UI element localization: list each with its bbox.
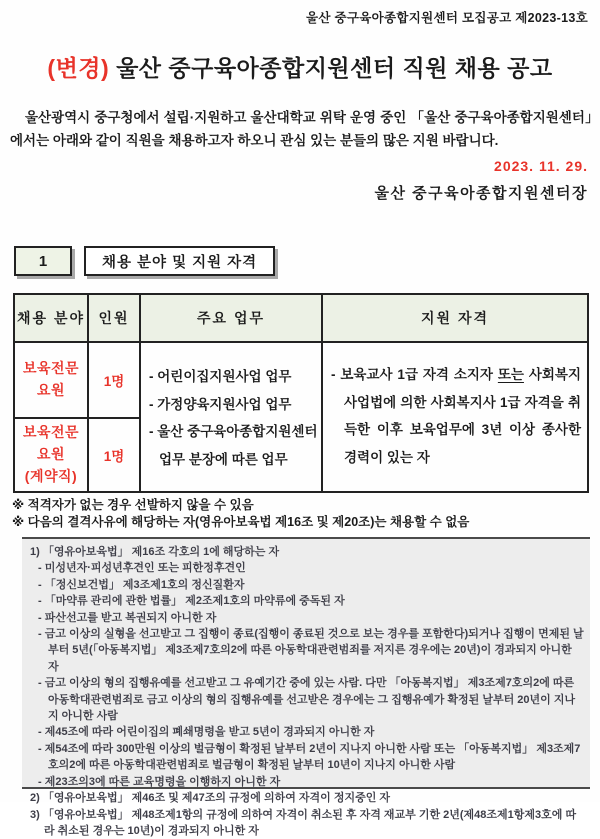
field-cell-2-line2: (계약직) [16,466,86,488]
law-item: 2) 「영유아보육법」 제46조 및 제47조의 규정에 의하여 자격이 정지중인 자 [30,790,584,806]
footnote-line: ※ 적격자가 없는 경우 선발하지 않을 수 있음 [12,497,592,514]
header-count: 인원 [88,294,140,342]
section-number-box: 1 [14,246,72,276]
qualification-text [331,361,581,471]
law-item: - 미성년자·피성년후견인 또는 피한정후견인 [30,560,584,576]
duty-line: - 울산 중구육아종합지원센터 [149,418,317,446]
table-row [14,342,588,418]
section-title-box: 채용 분야 및 지원 자격 [84,246,275,276]
law-item: 3) 「영유아보육법」 제48조제1항의 규정에 의하여 자격이 취소된 후 자격 재교부 기한 2년(제48조제1항제3호에 따라 취소된 경우는 10년)이 경과되지 아니한 자 [30,807,584,839]
intro-paragraph: 울산광역시 중구청에서 설립·지원하고 울산대학교 위탁 운영 중인 「울산 중구육아종합지원센터」에서는 아래와 같이 직원을 채용하고자 하오니 관심 있는 분들의 많은 지원 바랍니다. [10,106,592,152]
notice-number: 울산 중구육아종합지원센터 모집공고 제2023-13호 [306,8,588,26]
field-cell-1: 보육전문요원 [14,342,88,418]
duties-cell [140,342,322,492]
qualification-cell [322,342,588,492]
header-qualification: 지원 자격 [322,294,588,342]
section-1-header [14,246,275,276]
field-cell-2-line1: 보육전문요원 [16,422,86,465]
signature-line: 울산 중구육아종합지원센터장 [374,182,588,203]
law-item: 1) 「영유아보육법」 제16조 각호의 1에 해당하는 자 [30,544,584,560]
law-item: - 제23조의3에 따른 교육명령을 이행하지 아니한 자 [30,774,584,790]
qualification-post: 사회복지사업법에 의한 사회복지사 1급 자격을 취득한 이후 보육업무에 3년 이상 종사한 경력이 있는 자 [344,367,581,465]
count-cell-1: 1명 [88,342,140,418]
law-item: - 「정신보건법」 제3조제1호의 정신질환자 [30,577,584,593]
count-cell-2: 1명 [88,418,140,492]
duty-line: 업무 분장에 따른 업무 [149,446,317,474]
law-item: - 금고 이상의 형의 집행유예를 선고받고 그 유예기간 중에 있는 사람. 다만 「아동복지법」 제3조제7호의2에 따른 아동학대관련범죄로 금고 이상의 형의 집행유예를 선고받은 경우에는 그 집행유예가 확정된 날부터 20년이 지나지 아니한 사람 [30,675,584,724]
footnotes [12,497,592,530]
page-title [0,50,600,83]
notice-date: 2023. 11. 29. [494,158,588,174]
footnote-line: ※ 다음의 결격사유에 해당하는 자(영유아보육법 제16조 및 제20조)는 채용할 수 없음 [12,514,592,531]
disqualification-box [22,537,590,789]
qualification-pre: - 보육교사 1급 자격 소지자 [331,367,498,382]
law-item: - 파산선고를 받고 복권되지 아니한 자 [30,610,584,626]
duty-line: - 어린이집지원사업 업무 [149,363,317,391]
header-field: 채용 분야 [14,294,88,342]
law-item: - 제54조에 따라 300만원 이상의 벌금형이 확정된 날부터 2년이 지나지 아니한 사람 또는 「아동복지법」 제3조제7호의2에 따른 아동학대관련범죄로 벌금형이 확정된 날부터 10년이 지나지 아니한 사람 [30,741,584,774]
field-cell-2 [14,418,88,492]
header-duties: 주요 업무 [140,294,322,342]
table-header-row [14,294,588,342]
law-item: - 금고 이상의 실형을 선고받고 그 집행이 종료(집행이 종료된 것으로 보는 경우를 포함한다)되거나 집행이 면제된 날부터 5년(「아동복지법」 제3조제7호의2에 따른 아동학대관련범죄를 저지른 경우에는 20년)이 경과되지 아니한 자 [30,626,584,675]
law-item: - 「마약류 관리에 관한 법률」 제2조제1호의 마약류에 중독된 자 [30,593,584,609]
title-change-tag: (변경) [47,55,109,81]
law-item: - 제45조에 따라 어린이집의 폐쇄명령을 받고 5년이 경과되지 아니한 자 [30,724,584,740]
title-main-text: 울산 중구육아종합지원센터 직원 채용 공고 [109,55,552,81]
duty-line: - 가정양육지원사업 업무 [149,391,317,419]
recruitment-table [13,293,589,493]
qualification-underlined: 또는 [498,367,524,382]
